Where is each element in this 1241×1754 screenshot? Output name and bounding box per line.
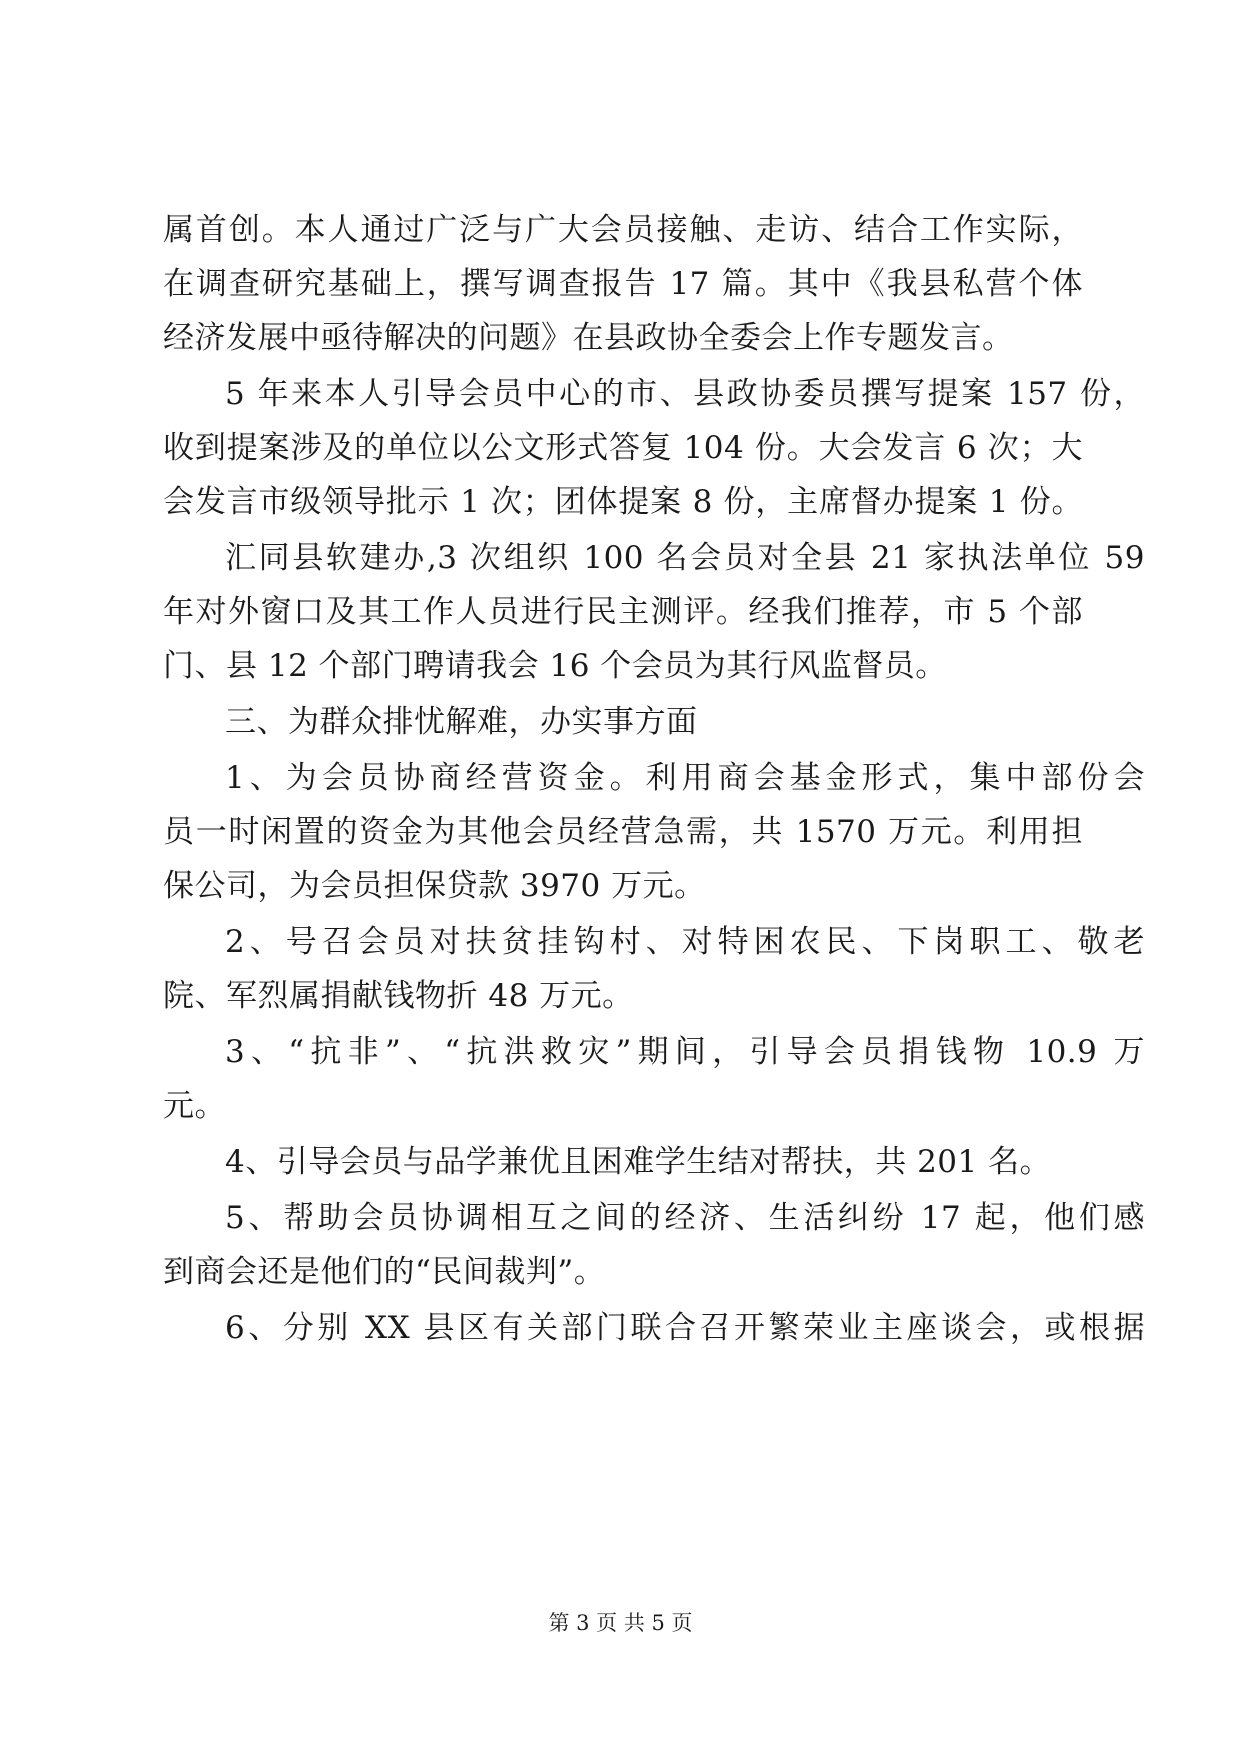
text-line: 汇同县软建办,3 次组织 100 名会员对全县 21 家执法单位 59: [225, 540, 1145, 576]
text-line: 年对外窗口及其工作人员进行民主测评。经我们推荐，市 5 个部: [163, 594, 1083, 630]
text-line: 元。: [163, 1088, 226, 1124]
text-line: 经济发展中亟待解决的问题》在县政协全委会上作专题发言。: [163, 320, 1014, 356]
text-line: 门、县 12 个部门聘请我会 16 个会员为其行风监督员。: [163, 648, 947, 684]
section-heading: 三、为群众排忧解难，办实事方面: [225, 704, 698, 740]
text-line: 在调查研究基础上，撰写调查报告 17 篇。其中《我县私营个体: [163, 266, 1083, 302]
text-line: 会发言市级领导批示 1 次；团体提案 8 份，主席督办提案 1 份。: [163, 484, 1083, 520]
text-line: 5 年来本人引导会员中心的市、县政协委员撰写提案 157 份，: [225, 376, 1145, 412]
text-line: 1、为会员协商经营资金。利用商会基金形式，集中部份会: [225, 760, 1145, 796]
text-line: 2、号召会员对扶贫挂钩村、对特困农民、下岗职工、敬老: [225, 924, 1145, 960]
text-line: 属首创。本人通过广泛与广大会员接触、走访、结合工作实际，: [163, 212, 1083, 248]
text-line: 3、“抗非”、“抗洪救灾”期间，引导会员捐钱物 10.9 万: [225, 1034, 1145, 1070]
text-line: 保公司，为会员担保贷款 3970 万元。: [163, 868, 706, 904]
text-line: 6、分别 XX 县区有关部门联合召开繁荣业主座谈会，或根据: [225, 1310, 1145, 1346]
text-line: 5、帮助会员协调相互之间的经济、生活纠纷 17 起，他们感: [225, 1200, 1145, 1236]
page-number-footer: 第 3 页 共 5 页: [548, 1611, 693, 1635]
text-line: 到商会还是他们的“民间裁判”。: [163, 1254, 606, 1290]
text-line: 4、引导会员与品学兼优且困难学生结对帮扶，共 201 名。: [225, 1144, 1052, 1180]
text-line: 收到提案涉及的单位以公文形式答复 104 份。大会发言 6 次；大: [163, 430, 1083, 466]
text-line: 院、军烈属捐献钱物折 48 万元。: [163, 978, 634, 1014]
text-line: 员一时闲置的资金为其他会员经营急需，共 1570 万元。利用担: [163, 814, 1083, 850]
